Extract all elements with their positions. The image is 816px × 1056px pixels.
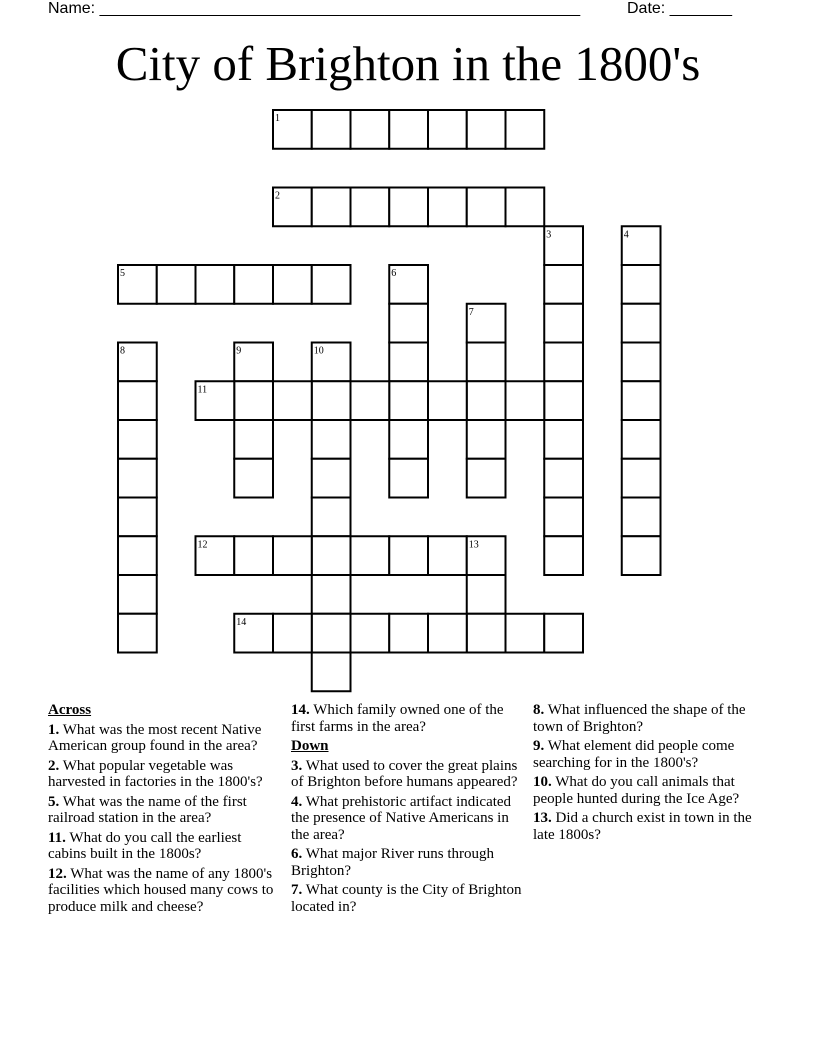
grid-cell[interactable] <box>273 265 312 304</box>
grid-cell[interactable] <box>467 188 506 227</box>
grid-cell[interactable] <box>622 498 661 537</box>
clue-text: What major River runs through Brighton? <box>291 846 495 879</box>
grid-cell[interactable] <box>118 498 157 537</box>
grid-cell[interactable] <box>389 381 428 420</box>
cell-number: 8 <box>120 345 125 357</box>
grid-cell[interactable] <box>428 536 467 575</box>
cell-number: 12 <box>197 539 208 551</box>
grid-cell[interactable] <box>196 265 235 304</box>
grid-cell[interactable] <box>312 614 351 653</box>
grid-cell[interactable] <box>622 265 661 304</box>
grid-cell[interactable] <box>428 381 467 420</box>
clue-down-13 <box>533 810 773 843</box>
grid-cell[interactable] <box>467 575 506 614</box>
clue-number: 10. <box>533 774 552 790</box>
clue-number: 14. <box>291 702 310 718</box>
clue-text: What prehistoric artifact indicated the presence of Native Americans in the area? <box>291 793 512 843</box>
clue-text: Did a church exist in town in the late 1800s? <box>533 810 752 843</box>
clue-text: What was the name of any 1800's facilities which housed many cows to produce milk and cheese? <box>48 865 274 915</box>
grid-cell[interactable] <box>312 498 351 537</box>
grid-cell[interactable] <box>544 265 583 304</box>
clue-number: 9. <box>533 738 545 754</box>
grid-cell[interactable] <box>118 420 157 459</box>
grid-cell[interactable] <box>428 188 467 227</box>
grid-cell[interactable] <box>351 381 390 420</box>
clue-number: 2. <box>48 757 60 774</box>
across-heading: Across <box>48 702 92 718</box>
grid-cell[interactable] <box>312 536 351 575</box>
cell-number: 7 <box>468 306 474 318</box>
grid-cell[interactable] <box>389 420 428 459</box>
clue-number: 8. <box>533 702 545 718</box>
grid-cell[interactable] <box>312 110 351 149</box>
grid-cell[interactable] <box>467 381 506 420</box>
grid-cell[interactable] <box>389 536 428 575</box>
grid-cell[interactable] <box>351 188 390 227</box>
cell-number: 10 <box>313 345 324 357</box>
clue-across-1 <box>48 722 283 755</box>
grid-cell[interactable] <box>622 304 661 343</box>
grid-cell[interactable] <box>118 459 157 498</box>
clue-across-11 <box>48 830 283 863</box>
clue-text: What was the name of the first railroad station in the area? <box>48 793 247 826</box>
cell-number: 3 <box>546 229 552 241</box>
cell-number: 14 <box>236 616 247 628</box>
grid-cell[interactable] <box>428 110 467 149</box>
clue-number: 5. <box>48 793 60 810</box>
cell-number: 6 <box>391 268 397 279</box>
grid-cell[interactable] <box>273 381 312 420</box>
grid-cell[interactable] <box>312 575 351 614</box>
grid-cell[interactable] <box>157 265 196 304</box>
cell-number: 2 <box>275 190 280 202</box>
clue-number: 11. <box>48 829 66 846</box>
grid-cell[interactable] <box>351 110 390 149</box>
grid-cell[interactable] <box>389 614 428 653</box>
grid-cell[interactable] <box>351 536 390 575</box>
grid-cell[interactable] <box>118 381 157 420</box>
grid-cell[interactable] <box>544 343 583 382</box>
clue-column-3 <box>533 702 773 846</box>
grid-cell[interactable] <box>544 381 583 420</box>
clue-text: What element did people come searching for in the 1800's? <box>533 738 735 771</box>
clue-column-2 <box>291 702 526 918</box>
clue-number: 4. <box>291 793 303 810</box>
clue-down-9 <box>533 738 773 771</box>
grid-cell[interactable] <box>467 420 506 459</box>
grid-cell[interactable] <box>389 188 428 227</box>
clue-down-10 <box>533 774 773 807</box>
clue-across-2 <box>48 758 283 791</box>
grid-cell[interactable] <box>234 265 273 304</box>
clue-down-6 <box>291 846 526 879</box>
grid-cell[interactable] <box>118 575 157 614</box>
clue-text: What was the most recent Native American group found in the area? <box>48 721 262 754</box>
grid-cell[interactable] <box>234 459 273 498</box>
clue-down-3 <box>291 758 526 791</box>
grid-cell[interactable] <box>544 459 583 498</box>
clue-number: 12. <box>48 865 67 882</box>
cell-number: 5 <box>120 268 125 279</box>
grid-cell[interactable] <box>544 614 583 653</box>
grid-cell[interactable] <box>312 188 351 227</box>
grid-cell[interactable] <box>506 188 545 227</box>
grid-cell[interactable] <box>351 614 390 653</box>
grid-cell[interactable] <box>234 420 273 459</box>
clue-across-5 <box>48 794 283 827</box>
grid-cell[interactable] <box>467 614 506 653</box>
clue-number: 7. <box>291 882 303 898</box>
grid-cell[interactable] <box>622 420 661 459</box>
grid-cell[interactable] <box>389 343 428 382</box>
grid-cell[interactable] <box>312 420 351 459</box>
cell-number: 9 <box>236 345 242 357</box>
grid-cell[interactable] <box>273 614 312 653</box>
grid-cell[interactable] <box>273 536 312 575</box>
grid-cell[interactable] <box>622 381 661 420</box>
grid-cell[interactable] <box>312 381 351 420</box>
clue-text: What do you call the earliest cabins built in the 1800s? <box>48 829 242 862</box>
grid-cell[interactable] <box>389 304 428 343</box>
clue-down-4 <box>291 794 526 844</box>
grid-cell[interactable] <box>622 459 661 498</box>
name-field-label: Name: ______________________________________________________ <box>48 0 581 17</box>
grid-cell[interactable] <box>312 653 351 692</box>
page-title: City of Brighton in the 1800's <box>115 36 701 91</box>
grid-cell[interactable] <box>118 536 157 575</box>
cell-number: 11 <box>197 384 208 396</box>
grid-cell[interactable] <box>544 304 583 343</box>
down-heading: Down <box>291 738 329 754</box>
grid-cell[interactable] <box>544 498 583 537</box>
clue-column-1 <box>48 702 283 918</box>
grid-cell[interactable] <box>389 110 428 149</box>
grid-cell[interactable] <box>234 381 273 420</box>
clue-number: 13. <box>533 810 552 826</box>
grid-cell[interactable] <box>506 614 545 653</box>
date-field-label: Date: _______ <box>627 0 732 17</box>
clue-across-14 <box>291 702 526 735</box>
grid-cell[interactable] <box>467 110 506 149</box>
grid-cell[interactable] <box>506 381 545 420</box>
clue-number: 1. <box>48 721 60 738</box>
clue-number: 6. <box>291 846 303 862</box>
clue-number: 3. <box>291 757 303 774</box>
grid-cell[interactable] <box>428 614 467 653</box>
cell-number: 13 <box>468 539 479 551</box>
grid-cell[interactable] <box>622 536 661 575</box>
grid-cell[interactable] <box>506 110 545 149</box>
clue-text: Which family owned one of the first farms in the area? <box>291 702 504 735</box>
clue-down-7 <box>291 882 526 915</box>
clue-text: What influenced the shape of the town of Brighton? <box>533 702 746 735</box>
grid-cell[interactable] <box>622 343 661 382</box>
grid-cell[interactable] <box>467 459 506 498</box>
grid-cell[interactable] <box>467 343 506 382</box>
grid-cell[interactable] <box>312 265 351 304</box>
grid-cell[interactable] <box>544 420 583 459</box>
clue-text: What do you call animals that people hunted during the Ice Age? <box>533 774 740 807</box>
clue-text: What popular vegetable was harvested in factories in the 1800's? <box>48 757 263 790</box>
grid-cell[interactable] <box>234 536 273 575</box>
clue-text: What county is the City of Brighton located in? <box>291 882 522 915</box>
cell-number: 4 <box>623 229 629 241</box>
cell-number: 1 <box>275 113 280 124</box>
clue-text: What used to cover the great plains of Brighton before humans appeared? <box>291 757 518 790</box>
clue-across-12 <box>48 866 283 916</box>
grid-cell[interactable] <box>389 459 428 498</box>
grid-cell[interactable] <box>544 536 583 575</box>
grid-cell[interactable] <box>118 614 157 653</box>
grid-cell[interactable] <box>312 459 351 498</box>
clue-down-8 <box>533 702 773 735</box>
